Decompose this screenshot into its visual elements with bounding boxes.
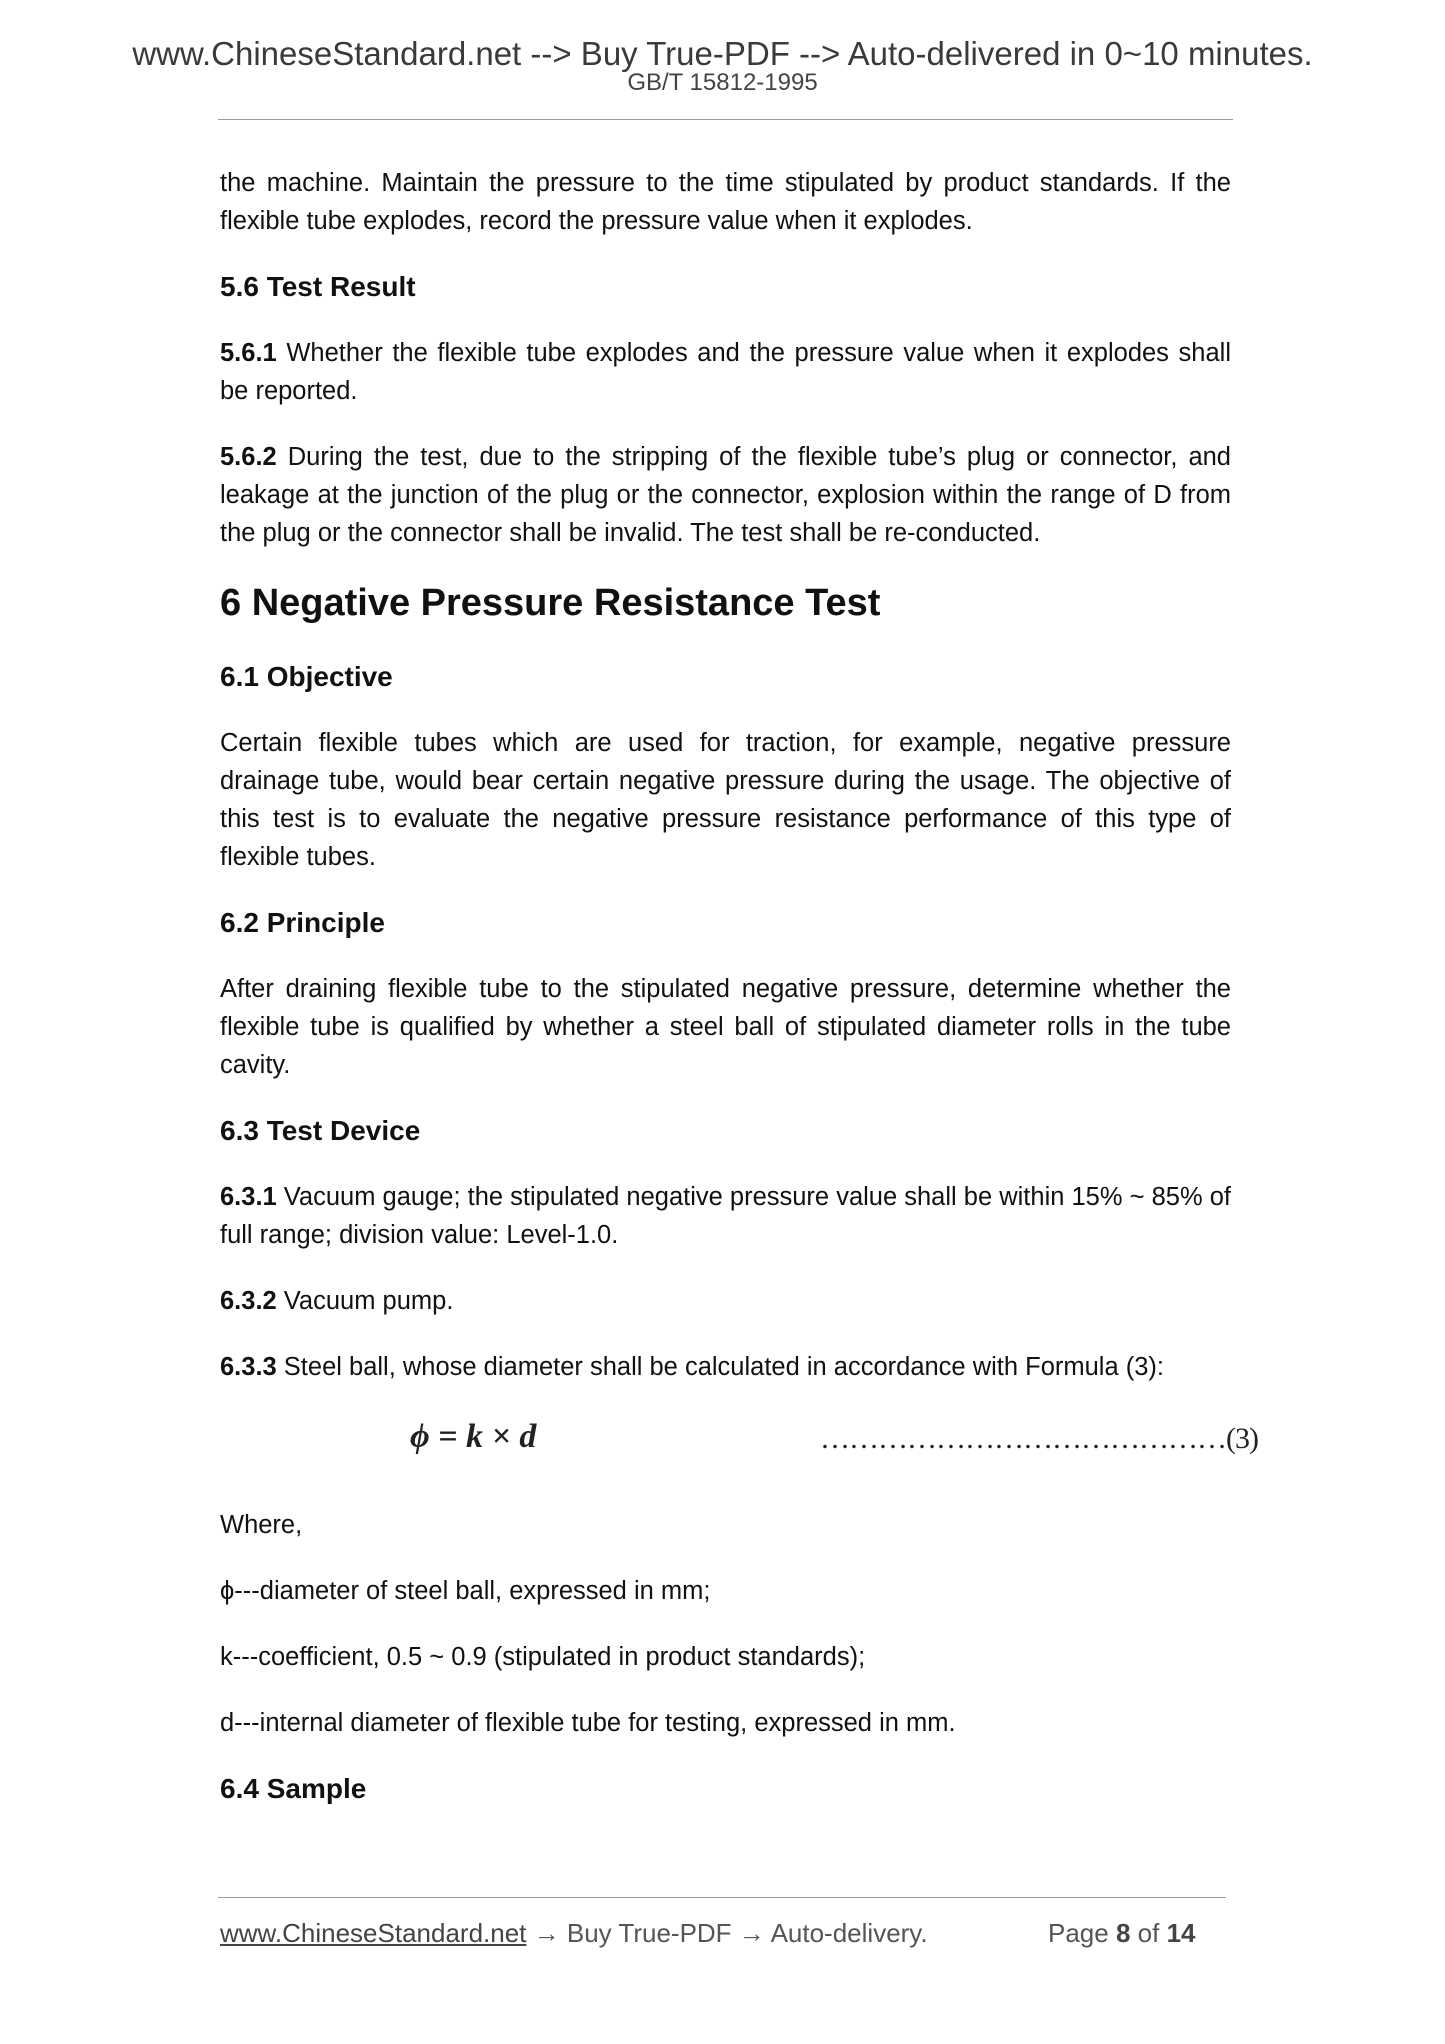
footer-divider bbox=[218, 1897, 1226, 1898]
clause-text: During the test, due to the stripping of the flexible tube’s plug or connector, and leakage at the junction of the plug or the connector, explosion within the range of D from the plug or the connector shall be invalid. The test shall be re-conducted. bbox=[220, 443, 1231, 547]
heading-6: 6 Negative Pressure Resistance Test bbox=[220, 582, 881, 624]
formula-expression: ϕ = k × d bbox=[410, 1418, 537, 1455]
paragraph-6-2: After draining flexible tube to the stipulated negative pressure, determine whether the flexible tube is qualified by whether a steel ball of stipulated diameter rolls in the tube cavity. bbox=[220, 975, 1231, 1079]
heading-6-1: 6.1 Objective bbox=[220, 661, 393, 692]
page-label: Page bbox=[1048, 1918, 1109, 1948]
definition-d: d---internal diameter of flexible tube for testing, expressed in mm. bbox=[220, 1709, 956, 1737]
clause-5-6-1 bbox=[220, 334, 1231, 410]
formula-3 bbox=[220, 1414, 1258, 1470]
clause-text: Whether the flexible tube explodes and the pressure value when it explodes shall be reported. bbox=[220, 339, 1231, 405]
paragraph-continued: the machine. Maintain the pressure to the time stipulated by product standards. If the flexible tube explodes, record the pressure value when it explodes. bbox=[220, 169, 1231, 235]
definition-phi: ϕ---diameter of steel ball, expressed in mm; bbox=[220, 1577, 711, 1605]
clause-text: Vacuum pump. bbox=[276, 1287, 454, 1315]
document-number: GB/T 15812-1995 bbox=[627, 69, 818, 96]
page-total: 14 bbox=[1166, 1918, 1196, 1948]
heading-6-3: 6.3 Test Device bbox=[220, 1115, 421, 1146]
clause-text: Vacuum gauge; the stipulated negative pressure value shall be within 15% ~ 85% of full range; division value: Level-1.0. bbox=[220, 1183, 1231, 1249]
page-content bbox=[220, 164, 1258, 1836]
header-divider bbox=[218, 119, 1233, 120]
page-indicator bbox=[1048, 1918, 1196, 1949]
clause-number: 6.3.1 bbox=[220, 1183, 277, 1211]
clause-number: 5.6.1 bbox=[220, 339, 277, 367]
clause-number: 6.3.3 bbox=[220, 1353, 277, 1381]
page-number: 8 bbox=[1115, 1918, 1131, 1948]
heading-6-2: 6.2 Principle bbox=[220, 907, 385, 938]
definition-k: k---coefficient, 0.5 ~ 0.9 (stipulated in product standards); bbox=[220, 1643, 866, 1671]
page-of-label: of bbox=[1137, 1918, 1160, 1948]
site-banner: www.ChineseStandard.net --> Buy True-PDF --> Auto-delivered in 0~10 minutes. bbox=[132, 35, 1313, 72]
clause-number: 6.3.2 bbox=[220, 1287, 277, 1315]
footer-site-link[interactable]: www.ChineseStandard.net bbox=[220, 1918, 527, 1948]
heading-5-6: 5.6 Test Result bbox=[220, 271, 416, 302]
paragraph-6-1: Certain flexible tubes which are used for traction, for example, negative pressure drainage tube, would bear certain negative pressure during the usage. The objective of this test is to evaluate the negative pressure resistance performance of this type of flexible tubes. bbox=[220, 729, 1231, 871]
clause-6-3-2 bbox=[220, 1282, 1231, 1320]
clause-text: Steel ball, whose diameter shall be calculated in accordance with Formula (3): bbox=[276, 1353, 1164, 1381]
clause-5-6-2 bbox=[220, 438, 1231, 552]
footer-links bbox=[220, 1918, 928, 1949]
clause-6-3-3 bbox=[220, 1348, 1231, 1386]
heading-6-4: 6.4 Sample bbox=[220, 1773, 367, 1804]
formula-reference: ……………………………………(3) bbox=[820, 1422, 1258, 1455]
clause-number: 5.6.2 bbox=[220, 443, 277, 471]
footer-tagline: → Buy True-PDF → Auto-delivery. bbox=[526, 1918, 928, 1948]
clause-6-3-1 bbox=[220, 1178, 1231, 1254]
where-label: Where, bbox=[220, 1511, 303, 1539]
